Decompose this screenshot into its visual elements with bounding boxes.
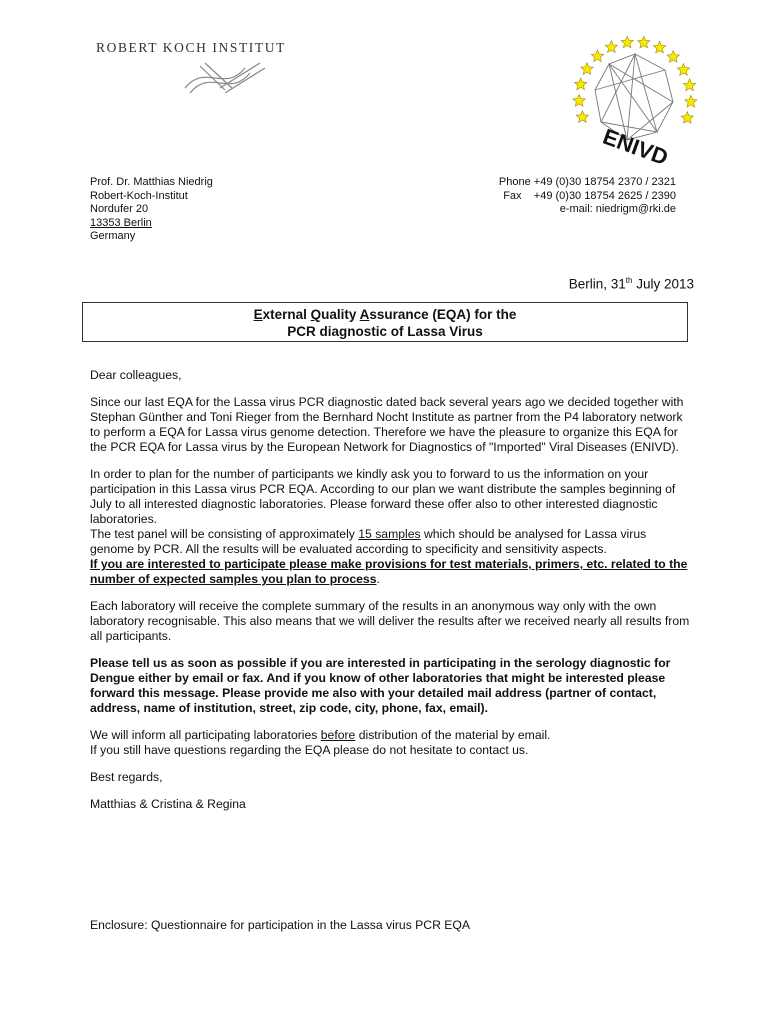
title-part-rest: ssurance (EQA) for the — [369, 307, 517, 322]
logo-star-icon — [621, 36, 633, 48]
paragraph-6-line-2: If you still have questions regarding the EQA please do not hesitate to contact us. — [90, 743, 529, 757]
logo-star-icon — [681, 112, 693, 124]
sender-name: Prof. Dr. Matthias Niedrig — [90, 176, 213, 188]
paragraph-3-end: . — [376, 572, 380, 586]
paragraph-1: Since our last EQA for the Lassa virus PCR diagnostic dated back several years ago we decided together with Stephan Günther and Toni Rieger from the Bernhard Nocht Institute as partner from the P4 laboratory network to perform a EQA for Lassa virus genome detection. Therefore we have the pleasure to organize this EQA for the PCR EQA for Lassa virus by the European Network for Diagnostics of "Imported" Viral Diseases (ENIVD). — [90, 395, 684, 454]
title-line-1 — [83, 306, 687, 323]
contact-fax-row — [499, 190, 676, 204]
paragraph-4: Each laboratory will receive the complete summary of the results in an anonymous way only with the own laboratory recognisable. This also means that we will deliver the results after we received nearly all results from all participants. — [90, 599, 690, 643]
title-letter-q: Q — [310, 307, 322, 322]
logo-star-icon — [575, 78, 587, 90]
enclosure-note: Enclosure: Questionnaire for participation in the Lassa virus PCR EQA — [90, 918, 471, 932]
paragraph-6 — [90, 728, 690, 758]
paragraph-3-start: The test panel will be consisting of approximately — [90, 527, 359, 541]
letter-body — [90, 368, 690, 824]
date-month-year: July 2013 — [632, 276, 694, 292]
logo-star-icon — [667, 51, 679, 63]
logo-star-icon — [591, 50, 603, 62]
contact-block — [499, 176, 676, 217]
paragraph-3-emphasis: If you are interested to participate please make provisions for test materials, primers, etc. related to the number of expected samples you plan to process — [90, 557, 688, 586]
logo-star-icon — [685, 95, 697, 107]
logo-star-icon — [653, 41, 665, 53]
paragraph-5: Please tell us as soon as possible if you are interested in participating in the serology diagnostic for Dengue either by email or fax. And if you know of other laboratories that might be interested please forward this message. Please provide me also with your detailed mail address (partner of contact, address, name of institution, street, zip code, city, phone, fax, email). — [90, 656, 671, 715]
sender-city: 13353 Berlin — [90, 216, 152, 229]
enivd-logo — [565, 36, 705, 176]
sender-institute: Robert-Koch-Institut — [90, 189, 188, 202]
sender-country: Germany — [90, 230, 136, 243]
title-line-2: PCR diagnostic of Lassa Virus — [287, 324, 483, 339]
logo-star-icon — [576, 111, 588, 123]
contact-phone: Phone +49 (0)30 18754 2370 / 2321 — [498, 176, 676, 188]
greeting: Dear colleagues, — [90, 368, 182, 382]
date-suffix: th — [625, 276, 633, 285]
title-part-xternal: xternal — [262, 307, 311, 322]
title-part-uality: uality — [321, 307, 360, 322]
title-letter-e: E — [253, 307, 263, 322]
logo-star-icon — [677, 64, 689, 76]
title-box — [82, 302, 688, 342]
paragraph-3-middle: which should be analysed for Lassa virus genome by PCR. All the results will be evaluated according to specificity and sensitivity aspects. — [90, 527, 647, 556]
rki-logo-graphic — [180, 58, 270, 98]
contact-email: e-mail: niedrigm@rki.de — [559, 203, 676, 216]
logo-star-icon — [573, 94, 585, 106]
closing: Best regards, — [90, 770, 163, 784]
paragraph-6-end: distribution of the material by email. — [355, 728, 551, 742]
logo-star-icon — [638, 36, 650, 48]
contact-fax-label: Fax — [503, 189, 522, 202]
sender-street: Nordufer 20 — [90, 203, 149, 216]
logo-star-icon — [683, 79, 695, 91]
institute-name: ROBERT KOCH INSTITUT — [96, 40, 286, 55]
logo-star-icon — [581, 63, 593, 75]
paragraph-2: In order to plan for the number of participants we kindly ask you to forward to us the information on your participation in this Lassa virus PCR EQA. According to our plan we want distribute the samples beginning of July to all interested diagnostic laboratories. Please forward these offer also to other interested diagnostic laboratories. — [90, 467, 676, 526]
enivd-logo-text: ENIVD — [599, 123, 672, 171]
sender-address — [90, 176, 213, 244]
title-letter-a: A — [359, 307, 370, 322]
date-day: Berlin, 31 — [568, 276, 626, 292]
paragraph-6-before: before — [320, 728, 356, 742]
paragraph-6-start: We will inform all participating laboratories — [90, 728, 321, 742]
letter-date — [569, 276, 694, 292]
signature: Matthias & Cristina & Regina — [90, 797, 246, 811]
paragraph-3 — [90, 527, 690, 587]
contact-fax-number: +49 (0)30 18754 2625 / 2390 — [533, 189, 676, 202]
sample-count: 15 samples — [358, 527, 421, 541]
logo-star-icon — [605, 41, 617, 53]
